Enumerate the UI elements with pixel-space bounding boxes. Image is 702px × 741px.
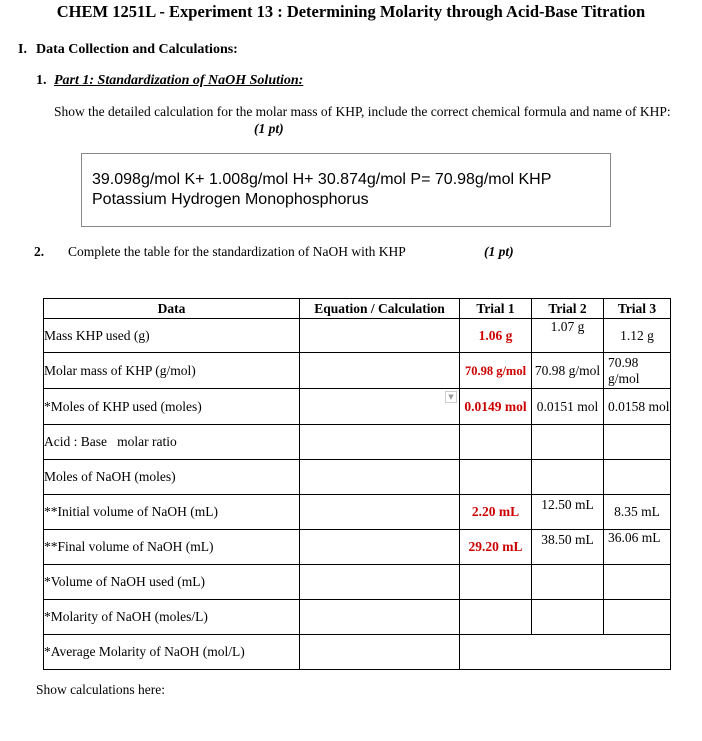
equation-cell[interactable]	[300, 495, 460, 530]
part1-instruction	[54, 103, 684, 137]
trial2-cell[interactable]	[532, 600, 604, 635]
row-label: *Moles of KHP used (moles)	[44, 389, 300, 425]
trial1-cell[interactable]: 29.20 mL	[460, 530, 532, 565]
header-trial3: Trial 3	[604, 299, 671, 319]
trial3-cell[interactable]	[604, 600, 671, 635]
average-cell[interactable]	[460, 635, 671, 670]
trial2-cell[interactable]	[532, 425, 604, 460]
row-label: Acid : Base molar ratio	[44, 425, 300, 460]
row-label: *Molarity of NaOH (moles/L)	[44, 600, 300, 635]
part1-heading: Part 1: Standardization of NaOH Solution:	[54, 73, 304, 88]
trial3-cell[interactable]: 1.12 g	[604, 319, 671, 353]
points-label: (1 pt)	[254, 121, 284, 136]
table-row	[44, 635, 671, 670]
equation-cell[interactable]	[300, 319, 460, 353]
answer-line-2: Potassium Hydrogen Monophosphorus	[92, 191, 369, 208]
trial3-cell[interactable]: 36.06 mL	[604, 530, 671, 565]
trial1-cell[interactable]	[460, 600, 532, 635]
table-row	[44, 565, 671, 600]
table-row	[44, 600, 671, 635]
part1-number: 1.	[36, 73, 47, 88]
row-label: Moles of NaOH (moles)	[44, 460, 300, 495]
header-trial1: Trial 1	[460, 299, 532, 319]
header-data: Data	[44, 299, 300, 319]
page-title: CHEM 1251L - Experiment 13 : Determining Molarity through Acid-Base Titration	[56, 2, 646, 21]
table-row	[44, 353, 671, 389]
question2-number: 2.	[34, 244, 45, 259]
equation-cell[interactable]	[300, 460, 460, 495]
section-number: I.	[18, 42, 27, 57]
trial2-cell[interactable]: 12.50 mL	[532, 495, 604, 530]
equation-cell[interactable]	[300, 425, 460, 460]
trial1-cell[interactable]: 70.98 g/mol	[460, 353, 532, 389]
table-row	[44, 495, 671, 530]
trial2-cell[interactable]	[532, 460, 604, 495]
equation-cell[interactable]	[300, 600, 460, 635]
trial3-cell[interactable]: 0.0158 mol	[604, 389, 671, 425]
question2-text: Complete the table for the standardization of NaOH with KHP	[68, 244, 406, 259]
trial1-cell[interactable]: 0.0149 mol	[460, 389, 532, 425]
trial3-cell[interactable]	[604, 425, 671, 460]
table-row	[44, 530, 671, 565]
standardization-table	[43, 298, 671, 670]
section-heading: Data Collection and Calculations:	[36, 42, 238, 57]
equation-cell[interactable]	[300, 389, 460, 425]
trial3-cell[interactable]: 8.35 mL	[604, 495, 671, 530]
header-trial2: Trial 2	[532, 299, 604, 319]
chevron-down-icon[interactable]: ▼	[445, 391, 457, 403]
row-label: Mass KHP used (g)	[44, 319, 300, 353]
trial2-cell[interactable]: 38.50 mL	[532, 530, 604, 565]
question2-points: (1 pt)	[484, 244, 514, 259]
row-label: *Average Molarity of NaOH (mol/L)	[44, 635, 300, 670]
table-row	[44, 460, 671, 495]
trial1-cell[interactable]: 2.20 mL	[460, 495, 532, 530]
trial2-cell[interactable]: 1.07 g	[532, 319, 604, 353]
show-calculations-label: Show calculations here:	[36, 682, 165, 697]
table-row	[44, 389, 671, 425]
trial2-cell[interactable]	[532, 565, 604, 600]
answer-line-1: 39.098g/mol K+ 1.008g/mol H+ 30.874g/mol P= 70.98g/mol KHP	[92, 171, 552, 188]
row-label: **Initial volume of NaOH (mL)	[44, 495, 300, 530]
row-label: *Volume of NaOH used (mL)	[44, 565, 300, 600]
equation-cell[interactable]	[300, 353, 460, 389]
equation-cell[interactable]	[300, 565, 460, 600]
trial3-cell[interactable]	[604, 460, 671, 495]
equation-cell[interactable]	[300, 530, 460, 565]
instruction-text: Show the detailed calculation for the molar mass of KHP, include the correct chemical formula and name of KHP:	[54, 104, 671, 119]
header-equation: Equation / Calculation	[300, 299, 460, 319]
row-label: Molar mass of KHP (g/mol)	[44, 353, 300, 389]
trial2-cell[interactable]: 0.0151 mol	[532, 389, 604, 425]
row-label: **Final volume of NaOH (mL)	[44, 530, 300, 565]
trial1-cell[interactable]	[460, 460, 532, 495]
table-row	[44, 425, 671, 460]
trial1-cell[interactable]	[460, 565, 532, 600]
trial3-cell[interactable]: 70.98 g/mol	[604, 353, 671, 389]
trial3-cell[interactable]	[604, 565, 671, 600]
trial2-cell[interactable]: 70.98 g/mol	[532, 353, 604, 389]
khp-answer-box[interactable]	[81, 153, 611, 227]
trial1-cell[interactable]	[460, 425, 532, 460]
equation-cell[interactable]	[300, 635, 460, 670]
table-row	[44, 319, 671, 353]
table-header-row	[44, 299, 671, 319]
trial1-cell[interactable]: 1.06 g	[460, 319, 532, 353]
